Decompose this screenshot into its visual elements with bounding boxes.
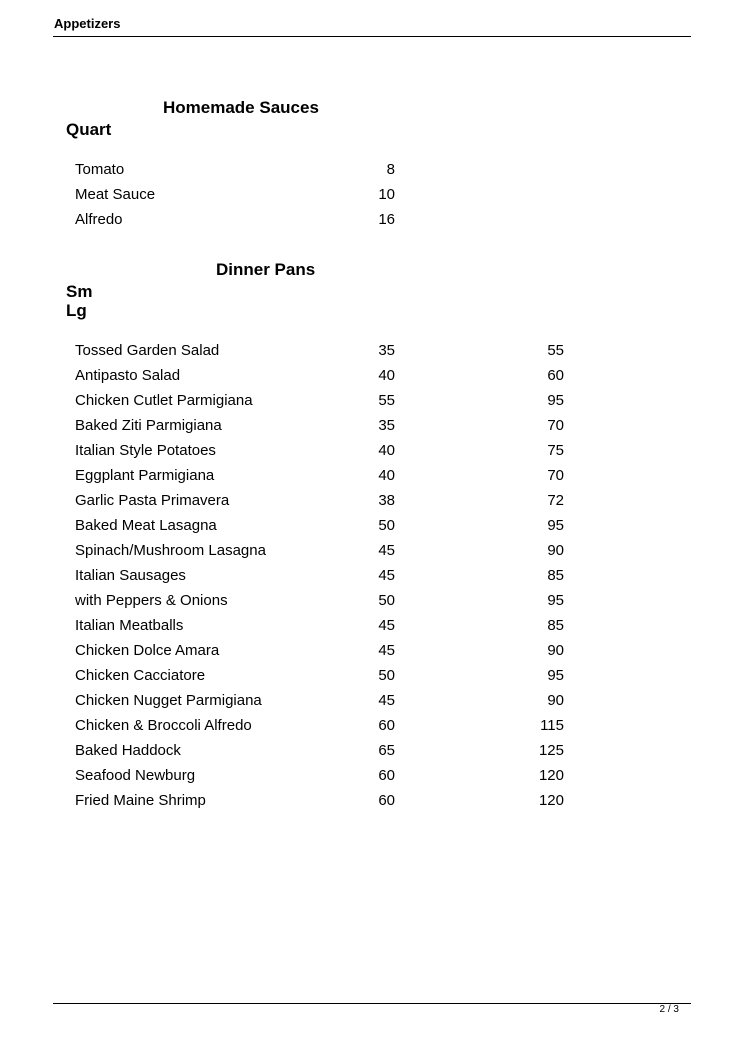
sauces-list <box>75 161 595 236</box>
item-price-large: 85 <box>547 617 564 634</box>
item-price-small: 40 <box>378 442 395 459</box>
item-name: Antipasto Salad <box>75 367 181 384</box>
footer-divider <box>53 1003 691 1004</box>
page-number: 2 / 3 <box>659 1004 679 1015</box>
item-name: Fried Maine Shrimp <box>75 792 206 809</box>
pans-section-title: Dinner Pans <box>216 260 316 279</box>
item-price-small: 40 <box>378 467 395 484</box>
item-name: Eggplant Parmigiana <box>75 467 215 484</box>
list-item <box>75 792 595 817</box>
item-price-small: 50 <box>378 517 395 534</box>
item-price-large: 90 <box>547 542 564 559</box>
list-item <box>75 717 595 742</box>
item-name: Chicken & Broccoli Alfredo <box>75 717 252 734</box>
item-price-large: 95 <box>547 517 564 534</box>
list-item <box>75 161 595 186</box>
item-name: Spinach/Mushroom Lasagna <box>75 542 266 559</box>
item-name: Baked Ziti Parmigiana <box>75 417 222 434</box>
item-price-small: 65 <box>378 742 395 759</box>
item-price-small: 45 <box>378 542 395 559</box>
list-item <box>75 442 595 467</box>
list-item <box>75 592 595 617</box>
item-price-small: 45 <box>378 642 395 659</box>
item-price-small: 45 <box>378 617 395 634</box>
list-item <box>75 417 595 442</box>
list-item <box>75 211 595 236</box>
item-price-large: 90 <box>547 692 564 709</box>
item-price-large: 85 <box>547 567 564 584</box>
item-price-large: 70 <box>547 467 564 484</box>
header-divider <box>53 36 691 37</box>
pans-list <box>75 342 595 817</box>
sauces-quart-column-label: Quart <box>66 120 112 139</box>
item-price-small: 50 <box>378 592 395 609</box>
item-name: Italian Meatballs <box>75 617 184 634</box>
item-price-large: 120 <box>538 767 564 784</box>
item-price-large: 95 <box>547 592 564 609</box>
item-price-large: 72 <box>547 492 564 509</box>
item-price-quart: 16 <box>378 211 395 228</box>
item-price-small: 35 <box>378 417 395 434</box>
sauces-section-title: Homemade Sauces <box>163 98 319 117</box>
item-price-small: 60 <box>378 767 395 784</box>
list-item <box>75 642 595 667</box>
list-item <box>75 767 595 792</box>
list-item <box>75 367 595 392</box>
page-header-title: Appetizers <box>54 16 121 31</box>
item-price-small: 50 <box>378 667 395 684</box>
item-name: Tossed Garden Salad <box>75 342 220 359</box>
item-name: with Peppers & Onions <box>75 592 228 609</box>
item-price-small: 60 <box>378 792 395 809</box>
item-price-large: 115 <box>540 717 564 734</box>
item-price-large: 70 <box>547 417 564 434</box>
item-name: Baked Meat Lasagna <box>75 517 217 534</box>
item-name: Meat Sauce <box>75 186 156 203</box>
list-item <box>75 392 595 417</box>
list-item <box>75 692 595 717</box>
item-price-large: 125 <box>538 742 564 759</box>
item-price-quart: 10 <box>378 186 395 203</box>
item-name: Garlic Pasta Primavera <box>75 492 230 509</box>
item-price-quart: 8 <box>386 161 395 178</box>
item-name: Seafood Newburg <box>75 767 196 784</box>
item-name: Italian Sausages <box>75 567 186 584</box>
item-price-large: 75 <box>547 442 564 459</box>
list-item <box>75 617 595 642</box>
list-item <box>75 517 595 542</box>
list-item <box>75 567 595 592</box>
list-item <box>75 542 595 567</box>
item-name: Chicken Nugget Parmigiana <box>75 692 262 709</box>
item-price-small: 55 <box>378 392 395 409</box>
item-price-small: 60 <box>378 717 395 734</box>
item-price-small: 35 <box>378 342 395 359</box>
list-item <box>75 467 595 492</box>
item-name: Chicken Cutlet Parmigiana <box>75 392 253 409</box>
item-price-small: 40 <box>378 367 395 384</box>
list-item <box>75 667 595 692</box>
item-name: Italian Style Potatoes <box>75 442 216 459</box>
item-name: Chicken Cacciatore <box>75 667 206 684</box>
item-price-large: 95 <box>547 667 564 684</box>
list-item <box>75 492 595 517</box>
item-price-large: 60 <box>547 367 564 384</box>
item-price-small: 38 <box>378 492 395 509</box>
list-item <box>75 742 595 767</box>
item-name: Chicken Dolce Amara <box>75 642 220 659</box>
item-price-small: 45 <box>378 567 395 584</box>
item-price-large: 90 <box>547 642 564 659</box>
pans-small-column-label: Sm <box>66 282 93 301</box>
list-item <box>75 186 595 211</box>
item-price-large: 120 <box>538 792 564 809</box>
item-price-large: 95 <box>547 392 564 409</box>
pans-large-column-label: Lg <box>66 301 87 320</box>
item-price-small: 45 <box>378 692 395 709</box>
list-item <box>75 342 595 367</box>
item-name: Baked Haddock <box>75 742 181 759</box>
item-name: Alfredo <box>75 211 123 228</box>
item-price-large: 55 <box>547 342 564 359</box>
item-name: Tomato <box>75 161 125 178</box>
